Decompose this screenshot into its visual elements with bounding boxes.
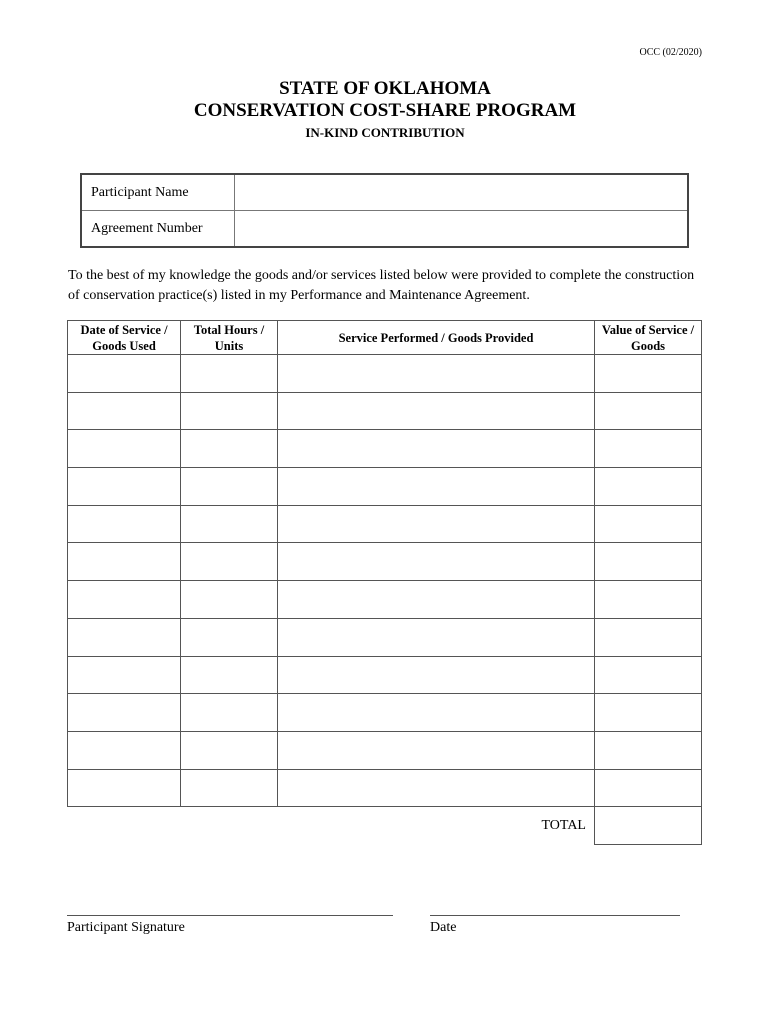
date-cell[interactable] — [68, 618, 181, 656]
table-row — [68, 355, 702, 393]
participant-name-label: Participant Name — [81, 174, 235, 211]
value-cell[interactable] — [595, 543, 702, 581]
table-row — [68, 618, 702, 656]
contribution-header-row — [68, 321, 702, 355]
table-row — [68, 430, 702, 468]
hours-cell[interactable] — [181, 430, 278, 468]
column-header-hours: Total Hours / Units — [181, 321, 278, 355]
date-signature-label: Date — [430, 920, 457, 935]
date-cell[interactable] — [68, 694, 181, 732]
document-header — [0, 78, 770, 143]
table-row — [68, 694, 702, 732]
date-signature-line[interactable] — [430, 915, 680, 916]
date-cell[interactable] — [68, 543, 181, 581]
service-cell[interactable] — [278, 355, 595, 393]
date-cell[interactable] — [68, 355, 181, 393]
value-cell[interactable] — [595, 355, 702, 393]
total-label: TOTAL — [541, 817, 586, 833]
agreement-number-row — [81, 211, 688, 248]
hours-cell[interactable] — [181, 505, 278, 543]
contribution-table — [67, 320, 702, 845]
hours-cell[interactable] — [181, 543, 278, 581]
subtitle: IN-KIND CONTRIBUTION — [305, 125, 465, 140]
service-cell[interactable] — [278, 430, 595, 468]
date-cell[interactable] — [68, 468, 181, 506]
participant-info-table — [80, 173, 689, 248]
value-cell[interactable] — [595, 769, 702, 807]
contribution-rows — [68, 355, 702, 807]
value-cell[interactable] — [595, 618, 702, 656]
date-cell[interactable] — [68, 731, 181, 769]
table-row — [68, 731, 702, 769]
value-cell[interactable] — [595, 581, 702, 619]
participant-signature-block — [67, 915, 393, 936]
title-program: CONSERVATION COST-SHARE PROGRAM — [193, 100, 577, 121]
hours-cell[interactable] — [181, 581, 278, 619]
table-row — [68, 656, 702, 694]
intro-statement: To the best of my knowledge the goods and/or services listed below were provided to complete the construction of conservation practice(s) listed in my Performance and Maintenance Agreement. — [68, 268, 695, 303]
participant-signature-line[interactable] — [67, 915, 393, 916]
date-cell[interactable] — [68, 769, 181, 807]
column-header-date: Date of Service / Goods Used — [68, 321, 181, 355]
table-row — [68, 392, 702, 430]
hours-cell[interactable] — [181, 618, 278, 656]
value-cell[interactable] — [595, 468, 702, 506]
service-cell[interactable] — [278, 769, 595, 807]
hours-cell[interactable] — [181, 355, 278, 393]
total-spacer — [181, 807, 278, 845]
participant-name-field[interactable] — [235, 174, 689, 211]
service-cell[interactable] — [278, 505, 595, 543]
table-row — [68, 769, 702, 807]
value-cell[interactable] — [595, 392, 702, 430]
table-row — [68, 543, 702, 581]
value-cell[interactable] — [595, 430, 702, 468]
service-cell[interactable] — [278, 656, 595, 694]
hours-cell[interactable] — [181, 769, 278, 807]
total-spacer — [68, 807, 181, 845]
service-cell[interactable] — [278, 694, 595, 732]
date-cell[interactable] — [68, 392, 181, 430]
service-cell[interactable] — [278, 581, 595, 619]
hours-cell[interactable] — [181, 731, 278, 769]
form-code: OCC (02/2020) — [639, 47, 702, 58]
column-header-value: Value of Service / Goods — [595, 321, 702, 355]
total-row — [68, 807, 702, 845]
service-cell[interactable] — [278, 543, 595, 581]
value-cell[interactable] — [595, 505, 702, 543]
value-cell[interactable] — [595, 731, 702, 769]
date-cell[interactable] — [68, 581, 181, 619]
date-cell[interactable] — [68, 505, 181, 543]
value-cell[interactable] — [595, 694, 702, 732]
hours-cell[interactable] — [181, 656, 278, 694]
column-header-service: Service Performed / Goods Provided — [278, 321, 595, 355]
service-cell[interactable] — [278, 618, 595, 656]
service-cell[interactable] — [278, 731, 595, 769]
agreement-number-field[interactable] — [235, 211, 689, 248]
hours-cell[interactable] — [181, 468, 278, 506]
agreement-number-label: Agreement Number — [81, 211, 235, 248]
date-cell[interactable] — [68, 656, 181, 694]
table-row — [68, 505, 702, 543]
service-cell[interactable] — [278, 392, 595, 430]
date-signature-block — [430, 915, 680, 936]
participant-name-row — [81, 174, 688, 211]
participant-signature-label: Participant Signature — [67, 920, 185, 935]
title-state: STATE OF OKLAHOMA — [279, 78, 491, 99]
table-row — [68, 581, 702, 619]
total-value-field[interactable] — [595, 807, 702, 845]
table-row — [68, 468, 702, 506]
hours-cell[interactable] — [181, 392, 278, 430]
date-cell[interactable] — [68, 430, 181, 468]
value-cell[interactable] — [595, 656, 702, 694]
service-cell[interactable] — [278, 468, 595, 506]
hours-cell[interactable] — [181, 694, 278, 732]
